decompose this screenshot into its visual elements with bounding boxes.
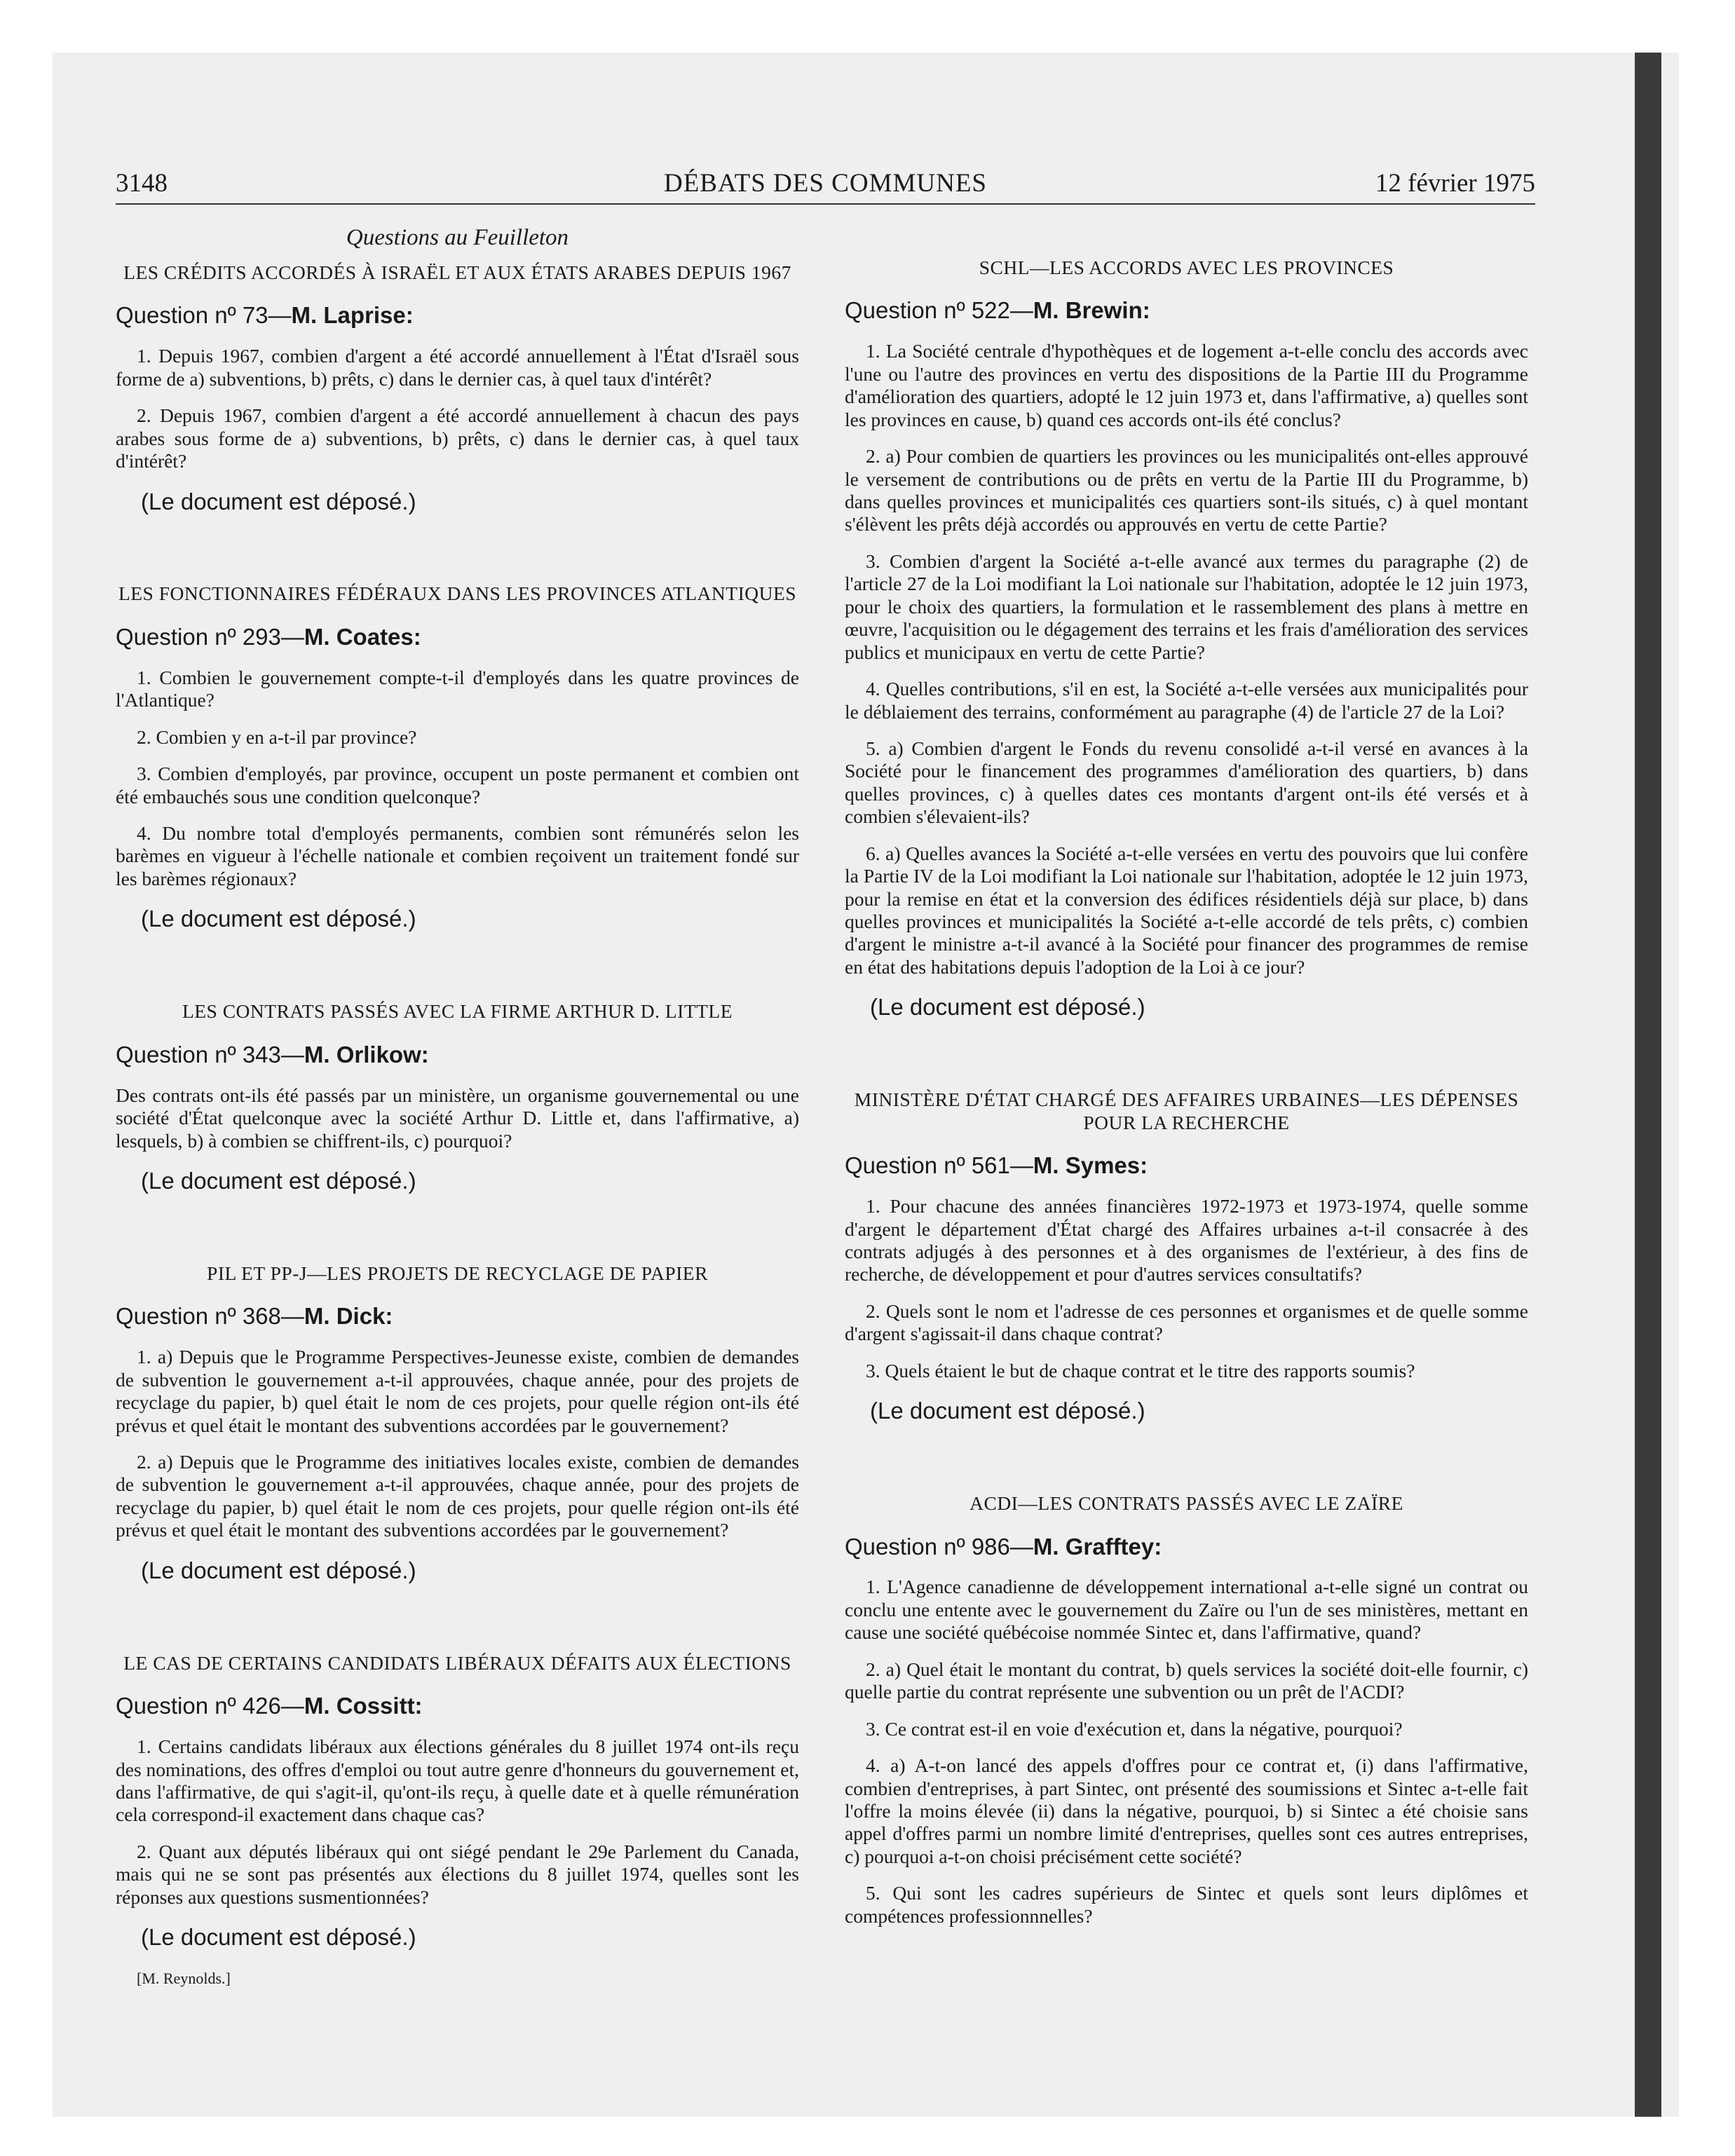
question-paragraph: 5. Qui sont les cadres supérieurs de Sintec et quels sont leurs diplômes et compétences professionnnelles? [845,1882,1528,1927]
question-paragraph: 1. L'Agence canadienne de développement international a-t-elle signé un contrat ou conclu une entente avec le gouvernement du Zaïre ou l'un de ses ministères, mettant en cause une société québécoise nommée Sintec et, dans l'affirmative, quand? [845,1576,1528,1644]
section-heading: ACDI—LES CONTRATS PASSÉS AVEC LE ZAÏRE [969,1492,1403,1515]
question-number: Question nº 73— [116,302,292,329]
question-paragraph: 1. Pour chacune des années financières 1972-1973 et 1973-1974, quelle somme d'argent le département d'État chargé des Affaires urbaines a-t-il consacrée à des contrats adjugés à des personnes et à des organismes de l'extérieur, à des fins de recherche, de développement et pour d'autres services consultatifs? [845,1195,1528,1285]
document-tabled-note: (Le document est déposé.) [141,906,416,932]
question-paragraph: 6. a) Quelles avances la Société a-t-elle versées en vertu des pouvoirs que lui confère la Partie IV de la Loi modifiant la Loi nationale sur l'habitation, adoptée le 12 juin 1973, pour la remise en état et la conversion des édifices résidentiels déjà sur place, b) dans quelles provinces et municipalités la Société a-t-elle accordé de tels prêts, c) combien d'argent le ministre a-t-il avancé à la Société pour financer des programmes de remise en état des habitations depuis l'adoption de la Loi à ce jour? [845,842,1528,978]
question-paragraph: 3. Quels étaient le but de chaque contrat et le titre des rapports soumis? [866,1359,1415,1381]
question-paragraph: 2. Depuis 1967, combien d'argent a été accordé annuellement à chacun des pays arabes sous forme de a) subventions, b) prêts, c) dans le dernier cas, à quel taux d'intérêt? [116,404,799,472]
question-section [116,1262,799,1585]
question-paragraph: 3. Combien d'argent la Société a-t-elle avancé aux termes du paragraphe (2) de l'article 27 de la Loi modifiant la Loi nationale sur l'habitation, adoptée le 12 juin 1973, pour le choix des quartiers, la formulation et le rassemblement des plans à mettre en œuvre, l'acquisition ou le dégagement des terrains et les frais d'amélioration des services publics et municipaux en vertu de cette Partie? [845,550,1528,663]
member-name: M. Grafftey: [1033,1533,1162,1560]
question-paragraph: 2. Combien y en a-t-il par province? [137,725,417,748]
publication-date: 12 février 1975 [1375,169,1535,198]
document-tabled-note: (Le document est déposé.) [870,1398,1145,1424]
question-section [116,261,799,516]
document-tabled-note: (Le document est déposé.) [141,1924,416,1951]
question-paragraph: 5. a) Combien d'argent le Fonds du revenu consolidé a-t-il versé en avances à la Société pour le financement des programmes d'amélioration des quartiers, b) dans quelles provinces, c) à quelles dates ces montants d'argent ont-ils été versés et à combien s'élevaient-ils? [845,737,1528,828]
section-heading: MINISTÈRE D'ÉTAT CHARGÉ DES AFFAIRES URBAINES—LES DÉPENSES POUR LA RECHERCHE [854,1089,1519,1133]
member-name: M. Laprise: [291,302,414,329]
question-section [116,582,799,933]
question-paragraph: 1. a) Depuis que le Programme Perspectives-Jeunesse existe, combien de demandes de subvention le gouvernement a-t-il approuvées, chaque année, pour des projets de recyclage du papier, b) quel était le nom de ces projets, pour quelle région ont-ils été prévus et quel était le montant des subventions accordées par le gouvernement? [116,1346,799,1436]
question-paragraph: 2. a) Depuis que le Programme des initiatives locales existe, combien de demandes de subvention le gouvernement a-t-il approuvées, chaque année, pour des projets de recyclage du papier, b) quel était le nom de ces projets, pour quelle région ont-ils été prévus et quel était le montant des subventions accordées par le gouvernement? [116,1451,799,1541]
member-name: M. Cossitt: [304,1693,423,1719]
question-line [845,1534,1528,1561]
question-paragraph: 1. Certains candidats libéraux aux élections générales du 8 juillet 1974 ont-ils reçu des nominations, des offres d'emploi ou tout autre genre d'honneurs du gouvernement et, dans l'affirmative, de qui s'agit-il, qu'ont-ils reçu, à quelle date et à quelle rémunération cela correspond-il exactement dans chaque cas? [116,1735,799,1826]
question-line [116,624,799,651]
question-paragraph: 1. Depuis 1967, combien d'argent a été accordé annuellement à l'État d'Israël sous forme de a) subventions, b) prêts, c) dans le dernier cas, à quel taux d'intérêt? [116,345,799,390]
question-paragraph: 4. a) A-t-on lancé des appels d'offres pour ce contrat et, (i) dans l'affirmative, combien d'entreprises, à part Sintec, ont présenté des soumissions et Sintec a-t-elle fait l'offre la moins élevée (ii) dans la négative, pourquoi, b) si Sintec a été choisie sans appel d'offres parmi un nombre limité d'entreprises, quelles sont ces autres entreprises, c) pourquoi a-t-on choisi précisément cette société? [845,1754,1528,1867]
question-paragraph: 3. Combien d'employés, par province, occupent un poste permanent et combien ont été embauchés sous une condition quelconque? [116,763,799,807]
speaker-signature: [M. Reynolds.] [137,1970,231,1988]
page-number: 3148 [116,169,168,198]
question-number: Question nº 522— [845,297,1033,324]
question-number: Question nº 986— [845,1533,1033,1560]
left-column [116,224,799,1988]
document-tabled-note: (Le document est déposé.) [141,488,416,514]
member-name: M. Dick: [304,1303,393,1330]
question-paragraph: Des contrats ont-ils été passés par un ministère, un organisme gouvernemental ou une société d'État quelconque avec la société Arthur D. Little et, dans l'affirmative, a) lesquels, b) à combien se chiffrent-ils, c) pourquoi? [116,1084,799,1152]
question-number: Question nº 426— [116,1693,304,1719]
publication-title: DÉBATS DES COMMUNES [663,169,987,198]
section-heading: LE CAS DE CERTAINS CANDIDATS LIBÉRAUX DÉFAITS AUX ÉLECTIONS [123,1651,791,1674]
question-section [845,1089,1528,1425]
section-heading: LES FONCTIONNAIRES FÉDÉRAUX DANS LES PROVINCES ATLANTIQUES [118,582,797,605]
right-column [845,224,1528,1942]
question-paragraph: 1. Combien le gouvernement compte-t-il d'employés dans les quatre provinces de l'Atlantique? [116,666,799,711]
document-tabled-note: (Le document est déposé.) [141,1557,416,1583]
member-name: M. Orlikow: [304,1041,429,1067]
member-name: M. Brewin: [1033,297,1150,324]
question-paragraph: 4. Du nombre total d'employés permanents, combien sont rémunérés selon les barèmes en vigueur à l'échelle nationale et combien reçoivent un traitement fondé sur les barèmes régionaux? [116,822,799,889]
question-number: Question nº 293— [116,623,304,650]
question-section [116,1000,799,1195]
question-line [116,302,799,329]
question-number: Question nº 343— [116,1041,304,1067]
question-section [116,1652,799,1951]
question-number: Question nº 368— [116,1303,304,1330]
question-line [116,1042,799,1069]
page-header [116,168,1535,205]
document-tabled-note: (Le document est déposé.) [870,994,1145,1021]
question-paragraph: 4. Quelles contributions, s'il en est, la Société a-t-elle versées aux municipalités pour le déblaiement des terrains, conformément au paragraphe (4) de l'article 27 de la Loi? [845,678,1528,723]
question-line [116,1303,799,1330]
document-tabled-note: (Le document est déposé.) [141,1167,416,1194]
question-paragraph: 3. Ce contrat est-il en voie d'exécution et, dans la négative, pourquoi? [866,1717,1403,1740]
question-paragraph: 2. a) Pour combien de quartiers les provinces ou les municipalités ont-elles approuvé le versement de contributions ou de prêts en vertu de la Partie III du Programme, b) dans quelles provinces et municipalités ces quartiers sont-ils situés, c) à quel montant s'élèvent les prêts déjà accordés ou approuvés en vertu de cette Partie? [845,445,1528,535]
question-paragraph: 2. a) Quel était le montant du contrat, b) quels services la société doit-elle fournir, c) quelle partie du contrat représente une subvention ou un prêt de l'ACDI? [845,1658,1528,1703]
member-name: M. Coates: [304,623,421,650]
section-heading: PIL ET PP-J—LES PROJETS DE RECYCLAGE DE PAPIER [207,1262,708,1284]
section-heading: LES CRÉDITS ACCORDÉS À ISRAËL ET AUX ÉTATS ARABES DEPUIS 1967 [123,261,791,283]
question-line [116,1693,799,1720]
section-heading: SCHL—LES ACCORDS AVEC LES PROVINCES [979,257,1394,278]
question-line [845,1152,1528,1180]
question-paragraph: 2. Quant aux députés libéraux qui ont siégé pendant le 29e Parlement du Canada, mais qui ne se sont pas présentés aux élections du 8 juillet 1974, quelles sont les réponses aux questions susmentionnées? [116,1840,799,1908]
question-paragraph: 1. La Société centrale d'hypothèques et de logement a-t-elle conclu des accords avec l'une ou l'autre des provinces en vertu des dispositions de la Partie III du Programme d'amélioration des quartiers, adopté le 12 juin 1973 et, dans l'affirmative, a) quelles sont les provinces en cause, b) quand ces accords ont-ils été conclus? [845,340,1528,430]
member-name: M. Symes: [1033,1152,1148,1179]
question-paragraph: 2. Quels sont le nom et l'adresse de ces personnes et organismes et de quelle somme d'argent s'agissait-il dans chaque contrat? [845,1299,1528,1345]
section-heading: LES CONTRATS PASSÉS AVEC LA FIRME ARTHUR D. LITTLE [182,1000,733,1023]
scan-edge-shadow [1635,53,1661,2117]
question-section [845,257,1528,1021]
question-section [845,1492,1528,1928]
question-number: Question nº 561— [845,1152,1033,1179]
question-line [845,297,1528,325]
section-banner: Questions au Feuilleton [346,225,569,250]
